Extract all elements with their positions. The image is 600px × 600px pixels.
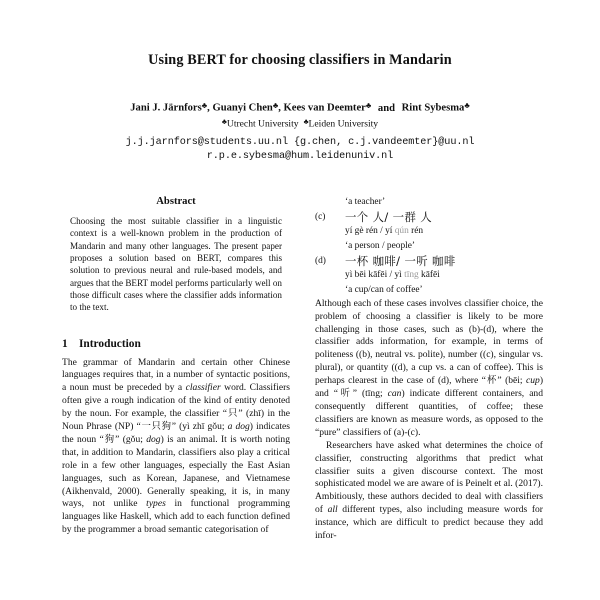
text-run: ) indicate different containers, and consequently different quantities, of coffee; these classifiers are known as measure words, as opposed to the “pure” classifiers of (a)-(c). [315, 388, 543, 438]
email-line-2: r.p.e.sybesma@hum.leidenuniv.nl [206, 151, 394, 163]
pinyin-highlight: tīng [404, 270, 419, 281]
pinyin-highlight: qún [394, 226, 409, 237]
email-block [0, 136, 600, 166]
author-conjunction: and [377, 102, 395, 114]
text-run: The grammar of Mandarin and certain other Chinese languages requires that, in a number of syntactic positions, a noun must be preceded by a [62, 356, 290, 394]
abstract-heading: Abstract [156, 196, 196, 207]
text-run: ” (zhī) in the Noun Phrase (NP) “ [62, 408, 290, 433]
text-run: ” (yì zhī gǒu; [171, 421, 228, 433]
example-item-d [315, 254, 543, 298]
example-gloss-teacher: ‘a teacher’ [345, 197, 386, 207]
affiliation-marker-icon: ♣ [303, 116, 309, 126]
left-column [62, 196, 290, 543]
pinyin-run: yì bēi kāfēi / yì [345, 270, 405, 281]
section-title: Introduction [79, 337, 141, 350]
right-paragraph-2 [315, 440, 543, 543]
example-han: 一个 人/ 一群 人 [345, 209, 433, 224]
han-term: 一只狗 [140, 421, 172, 433]
affiliation-marker-icon: ♣ [365, 101, 372, 111]
han-term: 只 [226, 408, 239, 420]
example-content [345, 254, 543, 298]
example-label: (c) [315, 211, 326, 222]
han-term: 狗 [103, 433, 116, 445]
author-separator-1: , [207, 102, 210, 114]
affiliation-list [0, 117, 600, 131]
italic-term: cup [526, 375, 540, 387]
affiliation-2: Leiden University [308, 118, 379, 130]
text-run: ) indicates the noun “ [62, 421, 291, 445]
text-run: ) and “ [315, 375, 543, 400]
section-heading-introduction [62, 338, 290, 350]
author-separator-2: , [278, 102, 281, 114]
author-name-2: Guanyi Chen [212, 102, 273, 114]
text-run: ” (gǒu; [115, 433, 147, 445]
italic-term: dog [146, 433, 161, 445]
text-run: word. Classifiers often give a rough indication of the kind of entity denoted by the noun. For example, the classifier “ [62, 382, 290, 420]
right-paragraph-1 [315, 298, 543, 440]
pinyin-run: kāfēi [418, 270, 440, 281]
italic-term: types [146, 498, 166, 510]
example-content [345, 210, 543, 254]
author-name-4: Rint Sybesma [401, 102, 465, 114]
example-pinyin [345, 269, 543, 283]
affiliation-marker-icon: ♣ [272, 101, 279, 111]
example-label: (d) [315, 255, 326, 266]
page-title: Using BERT for choosing classifiers in Mandarin [148, 52, 452, 68]
han-term: 杯 [485, 375, 498, 387]
text-run: Although each of these cases involves classifier choice, the problem of choosing a classifier is likely to be more challenging in those cases, such as (b)-(d), where the classifier adds information, for example, in terms of politeness ((b), neutral vs. polite), number ((c), singular vs. plural), or quantity ((d), a cup vs. a can of coffee). This is perhaps clearest in the case of (d), where “ [315, 297, 543, 387]
intro-paragraph-1 [62, 357, 290, 538]
email-line-1: j.j.jarnfors@students.uu.nl {g.chen, c.j.vandeemter}@uu.nl [125, 136, 475, 148]
pinyin-run: rén [408, 226, 424, 237]
example-han: 一杯 咖啡/ 一听 咖啡 [345, 253, 456, 268]
example-pinyin [345, 225, 543, 239]
text-run: ” (bēi; [497, 375, 527, 387]
affiliation-marker-icon: ♣ [201, 101, 208, 111]
text-run: in functional programming languages like Haskell, which add to each function defined by the programmer a broad semantic categorisation of [62, 498, 290, 536]
affiliation-marker-icon: ♣ [464, 101, 470, 111]
italic-term: a dog [227, 421, 250, 433]
example-gloss: ‘a person / people’ [345, 241, 416, 251]
text-run: different types, also including measure words for instance, which are difficult to predict because they add infor- [315, 504, 543, 542]
two-column-body [62, 196, 542, 543]
author-name-1: Jani J. Järnfors [130, 102, 202, 114]
italic-term: classifier [185, 382, 221, 394]
text-run: ) is an animal. It is worth noting that, in addition to Mandarin, classifiers also play a critical role in a few other languages, especially the East Asian languages, such as Korean, Japanese, and Vietnamese (Aikhenvald, 2000). Generally speaking, it is, in many ways, not unlike [62, 433, 290, 510]
right-column [315, 196, 543, 543]
author-list [0, 100, 600, 116]
author-name-3: Kees van Deemter [283, 102, 366, 114]
abstract-text: Choosing the most suitable classifier in a linguistic context is a well-known problem in the production of Mandarin and many other languages. The present paper proposes a solution based on BERT, compares this solution to previous neural and rule-based models, and argues that the BERT model performs particularly well on those difficult cases where the classifier adds information to the text. [70, 216, 282, 313]
italic-term: all [327, 504, 338, 516]
title-block [0, 0, 600, 165]
example-item-c [315, 210, 543, 254]
text-run: Researchers have asked what determines the choice of classifier, constructing algorithms that predict what classifier suits a given discourse context. The most sophisticated model we are aware of is Peinelt et al. (2017). Ambitiously, these authors decided to deal with classifiers of [315, 439, 543, 516]
han-term: 听 [338, 388, 353, 400]
italic-term: can [387, 388, 402, 400]
pinyin-run: yí gè rén / yí [345, 226, 395, 237]
example-list [315, 196, 543, 298]
affiliation-1: Utrecht University [226, 118, 299, 130]
affiliation-marker-icon: ♣ [221, 116, 227, 126]
text-run: ” (tīng; [352, 388, 388, 400]
section-number: 1 [62, 337, 68, 350]
example-gloss: ‘a cup/can of coffee’ [345, 285, 423, 296]
